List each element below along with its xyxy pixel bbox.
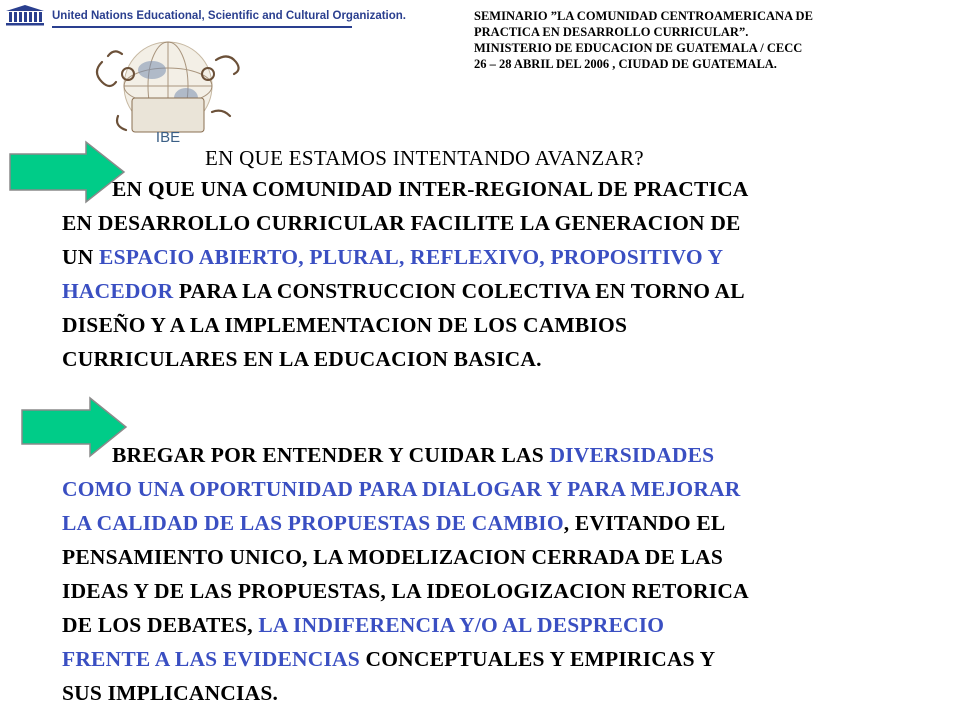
body-text: PENSAMIENTO UNICO, LA MODELIZACION CERRADA DE LAS <box>62 545 724 569</box>
ibe-logo-icon <box>88 30 248 152</box>
paragraph-1 <box>62 172 952 376</box>
body-text: SUS IMPLICANCIAS. <box>62 681 279 705</box>
ibe-logo-text: IBE <box>155 129 181 146</box>
paragraph-line <box>62 172 952 206</box>
paragraph-line <box>62 574 952 608</box>
body-text: CONCEPTUALES Y EMPIRICAS Y <box>359 647 716 671</box>
seminar-header <box>474 8 954 72</box>
seminar-header-line: MINISTERIO DE EDUCACION DE GUATEMALA / CECC <box>474 41 803 55</box>
highlighted-text: ESPACIO ABIERTO, PLURAL, REFLEXIVO, PROPOSITIVO Y <box>99 245 724 269</box>
highlighted-text: HACEDOR <box>62 279 174 303</box>
highlighted-text: COMO UNA OPORTUNIDAD PARA DIALOGAR Y PARA MEJORAR <box>62 477 741 501</box>
section-question: EN QUE ESTAMOS INTENTANDO AVANZAR? <box>205 146 644 170</box>
paragraph-line <box>62 240 952 274</box>
highlighted-text: LA INDIFERENCIA Y/O AL DESPRECIO <box>258 613 665 637</box>
paragraph-line <box>62 676 952 710</box>
body-text: EN DESARROLLO CURRICULAR FACILITE LA GENERACION DE <box>62 211 741 235</box>
highlighted-text: FRENTE A LAS EVIDENCIAS <box>62 647 360 671</box>
paragraph-line <box>62 506 952 540</box>
unesco-banner <box>0 0 406 30</box>
body-text: PARA LA CONSTRUCCION COLECTIVA EN TORNO AL <box>173 279 745 303</box>
paragraph-line <box>62 206 952 240</box>
paragraph-line <box>62 642 952 676</box>
highlighted-text: LA CALIDAD DE LAS PROPUESTAS DE CAMBIO <box>62 511 564 535</box>
paragraph-line <box>62 308 952 342</box>
organization-name: United Nations Educational, Scientific and Cultural Organization. <box>52 10 406 22</box>
paragraph-line <box>62 608 952 642</box>
seminar-header-line: 26 – 28 ABRIL DEL 2006 , CIUDAD DE GUATEMALA. <box>474 57 777 71</box>
body-text: BREGAR POR ENTENDER Y CUIDAR LAS <box>112 443 550 467</box>
banner-divider <box>52 26 352 28</box>
body-text: , EVITANDO EL <box>563 511 726 535</box>
body-text: EN QUE UNA COMUNIDAD INTER-REGIONAL DE PRACTICA <box>112 177 749 201</box>
paragraph-line <box>62 472 952 506</box>
paragraph-line <box>62 438 952 472</box>
paragraph-line <box>62 342 952 376</box>
body-text: IDEAS Y DE LAS PROPUESTAS, LA IDEOLOGIZACION RETORICA <box>62 579 749 603</box>
paragraph-line <box>62 540 952 574</box>
body-text: DISEÑO Y A LA IMPLEMENTACION DE LOS CAMBIOS <box>62 313 628 337</box>
seminar-header-line: PRACTICA EN DESARROLLO CURRICULAR”. <box>474 25 749 39</box>
unesco-logo-icon <box>4 4 46 26</box>
body-text: UN <box>62 245 100 269</box>
highlighted-text: DIVERSIDADES <box>549 443 715 467</box>
seminar-header-line: SEMINARIO ”LA COMUNIDAD CENTROAMERICANA DE <box>474 9 813 23</box>
paragraph-2 <box>62 438 952 710</box>
body-text: CURRICULARES EN LA EDUCACION BASICA. <box>62 347 542 371</box>
body-text: DE LOS DEBATES, <box>62 613 259 637</box>
paragraph-line <box>62 274 952 308</box>
